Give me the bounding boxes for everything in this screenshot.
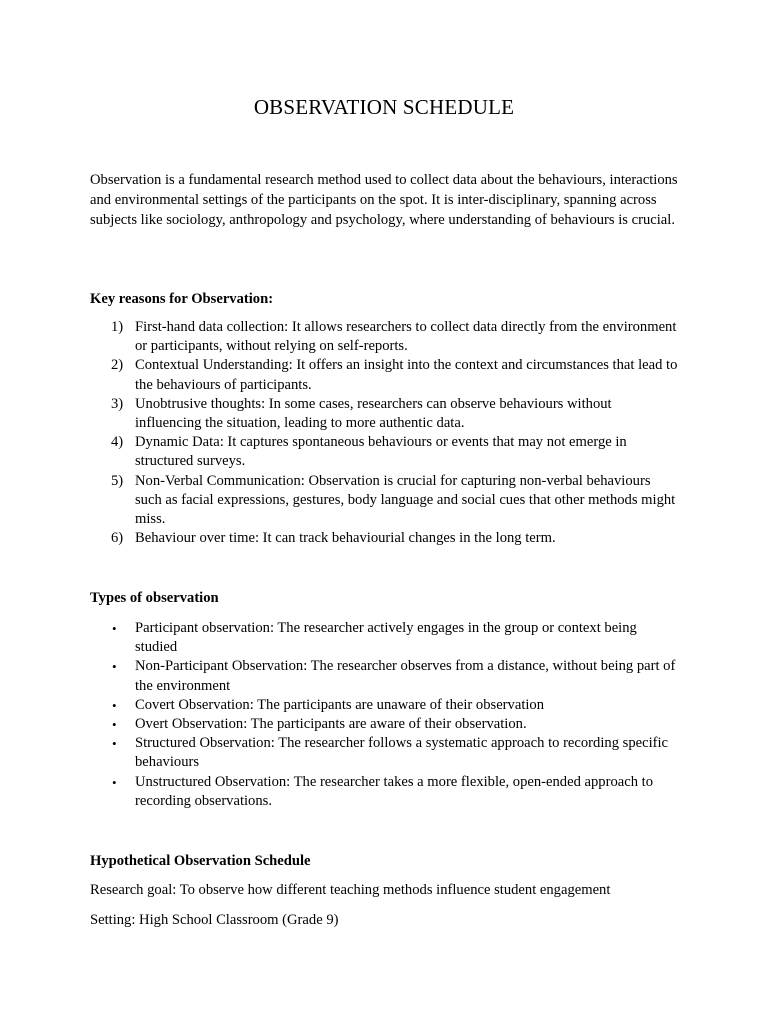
bullet-icon: • (112, 736, 117, 752)
list-number: 3) (111, 395, 124, 412)
list-item (90, 433, 680, 471)
list-item (90, 715, 680, 734)
list-item-text: Contextual Understanding: It offers an insight into the context and circumstances that lead to the behaviours of participants. (135, 357, 678, 393)
list-item-text: Unobtrusive thoughts: In some cases, researchers can observe behaviours without influencing the situation, leading to more authentic data. (135, 395, 612, 432)
list-item-text: Non-Verbal Communication: Observation is crucial for capturing non-verbal behaviours such as facial expressions, gestures, body language and social cues that other methods might miss. (135, 472, 676, 528)
list-number: 1) (111, 319, 124, 335)
list-item-text: Unstructured Observation: The researcher takes a more flexible, open-ended approach to recording observations. (135, 773, 653, 809)
list-item (90, 696, 680, 715)
list-item-text: First-hand data collection: It allows researchers to collect data directly from the environment or participants, without relying on self-reports. (135, 319, 677, 355)
list-item-text: Dynamic Data: It captures spontaneous behaviours or events that may not emerge in structured surveys. (135, 434, 627, 470)
list-item-text: Structured Observation: The researcher follows a systematic approach to recording specific behaviours (135, 735, 669, 771)
list-number: 5) (111, 472, 124, 489)
list-item (90, 356, 680, 394)
bullet-icon: • (112, 697, 117, 713)
list-number: 6) (111, 530, 124, 547)
key-reasons-list (90, 318, 680, 548)
list-item-text: Non-Participant Observation: The researcher observes from a distance, without being part of the environment (135, 658, 676, 694)
hypothetical-heading: Hypothetical Observation Schedule (90, 853, 311, 869)
bullet-icon: • (112, 774, 117, 790)
list-item (90, 619, 680, 657)
key-reasons-heading: Key reasons for Observation: (90, 291, 274, 307)
bullet-icon: • (112, 659, 117, 675)
setting: Setting: High School Classroom (Grade 9) (90, 912, 339, 928)
list-number: 4) (111, 434, 124, 451)
list-item-text: Behaviour over time: It can track behaviourial changes in the long term. (135, 530, 556, 547)
list-item (90, 657, 680, 695)
list-item-text: Covert Observation: The participants are unaware of their observation (135, 696, 545, 713)
list-number: 2) (111, 357, 124, 374)
list-item (90, 734, 680, 772)
types-list (90, 619, 680, 811)
bullet-icon: • (112, 621, 117, 636)
list-item (90, 529, 680, 548)
list-item-text: Overt Observation: The participants are aware of their observation. (135, 716, 527, 733)
document-title: OBSERVATION SCHEDULE (253, 95, 515, 119)
list-item (90, 472, 680, 530)
research-goal: Research goal: To observe how different teaching methods influence student engagement (90, 882, 611, 898)
list-item-text: Participant observation: The researcher actively engages in the group or context being studied (135, 620, 637, 656)
types-heading: Types of observation (90, 590, 219, 606)
list-item (90, 318, 680, 356)
bullet-icon: • (112, 717, 117, 733)
intro-paragraph: Observation is a fundamental research method used to collect data about the behaviours, interactions and environmental settings of the participants on the spot. It is inter-disciplinary, spanning across subjects like sociology, anthropology and psychology, where understanding of behaviours is crucial. (90, 172, 678, 228)
list-item (90, 773, 680, 811)
list-item (90, 395, 680, 433)
